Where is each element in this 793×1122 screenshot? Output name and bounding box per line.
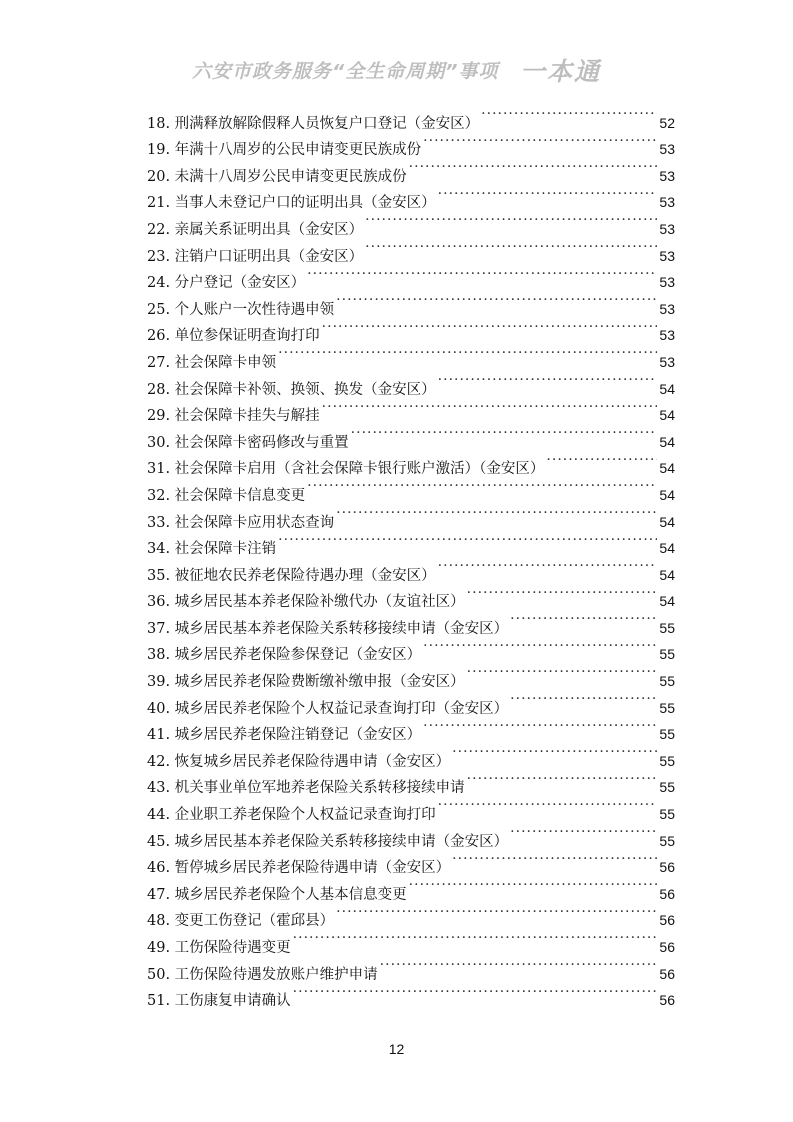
toc-entry-page: 53 xyxy=(659,353,675,370)
toc-entry-title: 30. 社会保障卡密码修改与重置 xyxy=(147,434,349,451)
toc-entry-title: 24. 分户登记（金安区） xyxy=(147,275,306,292)
toc-entry-title: 18. 刑满释放解除假释人员恢复户口登记（金安区） xyxy=(147,115,480,132)
toc-dot-leader xyxy=(380,952,658,979)
toc-entry-page: 54 xyxy=(659,407,675,424)
toc-dot-leader xyxy=(423,633,657,660)
toc-entry-title: 50. 工伤保险待遇发放账户维护申请 xyxy=(147,966,378,983)
toc-entry-title: 22. 亲属关系证明出具（金安区） xyxy=(147,221,364,238)
toc-entry-title: 43. 机关事业单位军地养老保险关系转移接续申请 xyxy=(147,780,465,797)
toc-entry-title: 42. 恢复城乡居民养老保险待遇申请（金安区） xyxy=(147,753,451,770)
toc-dot-leader xyxy=(467,580,658,607)
toc-entry-title: 25. 个人账户一次性待遇申领 xyxy=(147,301,335,318)
toc-entry-page: 56 xyxy=(659,859,675,876)
toc-dot-leader xyxy=(409,154,658,181)
toc-dot-leader xyxy=(438,181,658,208)
toc-entry-page: 55 xyxy=(659,673,675,690)
toc-entry-page: 53 xyxy=(659,327,675,344)
toc-dot-leader xyxy=(438,553,658,580)
header-title: 六安市政务服务“全生命周期”事项 xyxy=(191,60,499,83)
toc-entry-page: 54 xyxy=(659,566,675,583)
toc-entry-page: 55 xyxy=(659,619,675,636)
toc-entry-page: 54 xyxy=(659,433,675,450)
toc-entry-title: 38. 城乡居民养老保险参保登记（金安区） xyxy=(147,647,422,664)
toc-entry-page: 56 xyxy=(659,939,675,955)
toc-dot-leader xyxy=(351,420,658,447)
toc-entry-title: 21. 当事人未登记户口的证明出具（金安区） xyxy=(147,195,436,212)
toc-entry-title: 44. 企业职工养老保险个人权益记录查询打印 xyxy=(147,807,436,824)
toc-dot-leader xyxy=(423,713,657,740)
toc-entry-title: 45. 城乡居民基本养老保险关系转移接续申请（金安区） xyxy=(147,833,509,850)
toc-entry-page: 56 xyxy=(659,885,675,902)
toc-dot-leader xyxy=(438,792,658,819)
toc-dot-leader xyxy=(322,314,658,341)
toc-entry-page: 55 xyxy=(659,779,675,796)
table-of-contents xyxy=(147,101,675,1010)
page-header xyxy=(0,52,793,88)
toc-dot-leader xyxy=(481,101,657,128)
toc-entry-title: 31. 社会保障卡启用（含社会保障卡银行账户激活）（金安区） xyxy=(147,461,545,478)
toc-dot-leader xyxy=(365,207,657,234)
toc-dot-leader xyxy=(510,686,657,713)
toc-dot-leader xyxy=(336,500,657,527)
toc-dot-leader xyxy=(322,394,658,421)
toc-entry-page: 54 xyxy=(659,486,675,503)
toc-dot-leader xyxy=(510,819,657,846)
toc-entry-title: 20. 未满十八周岁公民申请变更民族成份 xyxy=(147,168,407,185)
toc-entry-title: 51. 工伤康复申请确认 xyxy=(147,993,291,1010)
toc-entry-page: 56 xyxy=(659,912,675,929)
toc-entry-title: 41. 城乡居民养老保险注销登记（金安区） xyxy=(147,727,422,744)
toc-entry-title: 32. 社会保障卡信息变更 xyxy=(147,487,306,504)
toc-entry-page: 53 xyxy=(659,300,675,317)
toc-entry-title: 39. 城乡居民养老保险费断缴补缴申报（金安区） xyxy=(147,674,465,691)
toc-entry-title: 23. 注销户口证明出具（金安区） xyxy=(147,248,364,265)
toc-entry-title: 37. 城乡居民基本养老保险关系转移接续申请（金安区） xyxy=(147,620,509,637)
header-logo: 一本通 xyxy=(520,57,602,86)
toc-dot-leader xyxy=(307,473,657,500)
toc-entry-title: 34. 社会保障卡注销 xyxy=(147,541,277,558)
toc-entry-page: 56 xyxy=(659,965,675,982)
toc-entry-page: 56 xyxy=(659,992,675,1009)
toc-entry-title: 26. 单位参保证明查询打印 xyxy=(147,328,320,345)
toc-entry-title: 19. 年满十八周岁的公民申请变更民族成份 xyxy=(147,142,422,159)
toc-dot-leader xyxy=(510,606,657,633)
toc-entry-page: 53 xyxy=(659,194,675,211)
toc-entry-title: 27. 社会保障卡申领 xyxy=(147,354,277,371)
toc-entry-page: 54 xyxy=(659,380,675,397)
toc-dot-leader xyxy=(438,367,658,394)
toc-entry-title: 28. 社会保障卡补领、换领、换发（金安区） xyxy=(147,381,436,398)
toc-dot-leader xyxy=(546,447,657,474)
toc-entry-title: 47. 城乡居民养老保险个人基本信息变更 xyxy=(147,886,407,903)
toc-entry-page: 53 xyxy=(659,167,675,184)
toc-dot-leader xyxy=(452,739,657,766)
toc-dot-leader xyxy=(467,659,658,686)
toc-dot-leader xyxy=(467,766,658,793)
toc-entry[interactable] xyxy=(147,101,675,132)
toc-dot-leader xyxy=(336,287,657,314)
toc-entry-page: 55 xyxy=(659,646,675,663)
toc-dot-leader xyxy=(278,340,657,367)
toc-entry-page: 55 xyxy=(659,752,675,769)
toc-dot-leader xyxy=(423,128,657,155)
toc-dot-leader xyxy=(307,261,657,288)
toc-entry-title: 48. 变更工伤登记（霍邱县） xyxy=(147,913,335,930)
toc-entry-title: 36. 城乡居民基本养老保险补缴代办（友谊社区） xyxy=(147,594,465,611)
toc-entry-page: 54 xyxy=(659,593,675,610)
toc-entry-page: 55 xyxy=(659,832,675,849)
toc-entry-title: 46. 暂停城乡居民养老保险待遇申请（金安区） xyxy=(147,860,451,877)
toc-entry-title: 49. 工伤保险待遇变更 xyxy=(147,940,291,956)
toc-entry-page: 52 xyxy=(659,114,675,131)
toc-entry-page: 55 xyxy=(659,726,675,743)
toc-entry-title: 33. 社会保障卡应用状态查询 xyxy=(147,514,335,531)
toc-dot-leader xyxy=(293,979,658,1006)
toc-entry-title: 35. 被征地农民养老保险待遇办理（金安区） xyxy=(147,567,436,584)
toc-dot-leader xyxy=(409,872,658,899)
toc-dot-leader xyxy=(365,234,657,261)
toc-entry-page: 54 xyxy=(659,513,675,530)
toc-dot-leader xyxy=(293,925,658,952)
toc-entry-page: 55 xyxy=(659,699,675,716)
toc-entry-page: 53 xyxy=(659,220,675,237)
toc-entry-page: 53 xyxy=(659,247,675,264)
toc-entry-page: 54 xyxy=(659,460,675,477)
toc-dot-leader xyxy=(452,846,657,873)
toc-entry-title: 29. 社会保障卡挂失与解挂 xyxy=(147,408,320,425)
toc-entry-page: 55 xyxy=(659,806,675,823)
toc-entry-page: 53 xyxy=(659,274,675,291)
toc-entry-page: 54 xyxy=(659,540,675,557)
page-number: 12 xyxy=(388,1041,405,1057)
toc-dot-leader xyxy=(336,899,657,926)
toc-dot-leader xyxy=(278,527,657,554)
toc-entry-title: 40. 城乡居民养老保险个人权益记录查询打印（金安区） xyxy=(147,700,509,717)
toc-entry-page: 53 xyxy=(659,141,675,158)
